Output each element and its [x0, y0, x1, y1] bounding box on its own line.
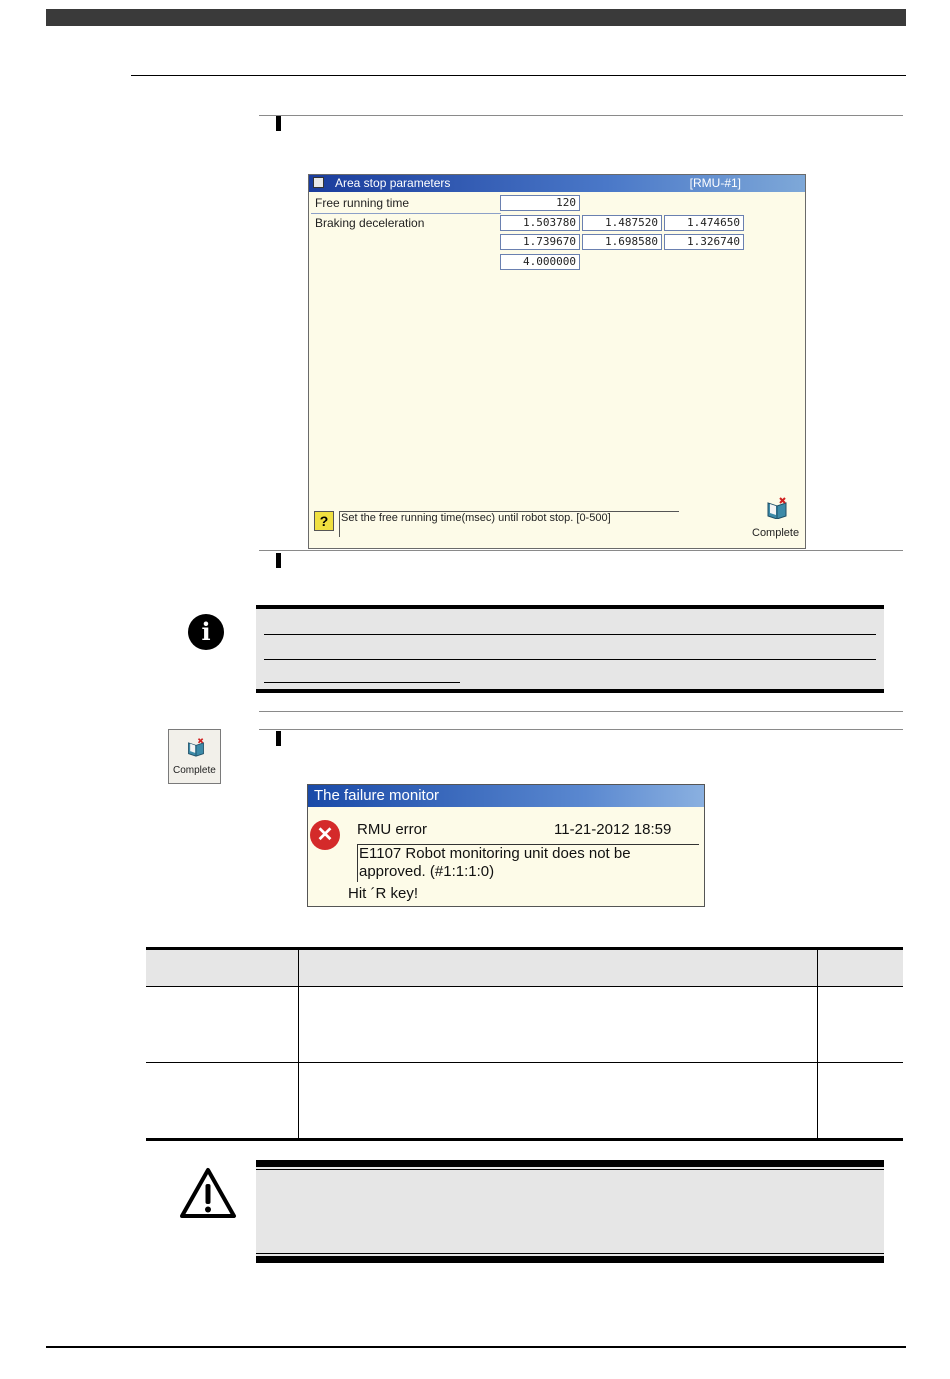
header-rule [131, 75, 906, 76]
row-divider [311, 213, 501, 214]
unit-tag: [RMU-#1] [689, 176, 741, 190]
error-prompt: Hit ´R key! [348, 885, 419, 902]
step-divider [259, 115, 903, 116]
free-running-time-label: Free running time [315, 196, 410, 210]
header-bar [46, 9, 906, 26]
table-header-row [146, 950, 903, 987]
window-app-icon [313, 177, 324, 188]
question-icon[interactable]: ? [314, 511, 334, 531]
braking-value-field[interactable]: 1.474650 [664, 215, 744, 231]
info-note-box [256, 605, 884, 693]
failure-monitor-dialog [307, 784, 705, 907]
braking-value-field[interactable]: 1.503780 [500, 215, 580, 231]
table-column-divider [298, 950, 299, 1138]
dialog-title: The failure monitor [308, 785, 704, 807]
complete-button-label[interactable]: Complete [752, 527, 800, 539]
braking-value-field[interactable]: 1.326740 [664, 234, 744, 250]
table-column-divider [817, 950, 818, 1138]
table-row-divider [146, 1062, 903, 1063]
table-bottom-rule [146, 1138, 903, 1141]
help-box-left [339, 511, 340, 537]
step-marker [276, 116, 281, 131]
step-marker [276, 553, 281, 568]
note-text-line [264, 659, 876, 660]
window-title: Area stop parameters [335, 176, 451, 190]
note-text-line [264, 634, 876, 635]
window-title-bar [309, 175, 805, 192]
area-stop-parameters-window [308, 174, 806, 549]
braking-value-field[interactable]: 1.739670 [500, 234, 580, 250]
data-table [146, 947, 903, 1141]
complete-button-label: Complete [173, 765, 216, 776]
note-text-line [264, 682, 460, 683]
error-timestamp: 11-21-2012 18:59 [554, 821, 672, 838]
error-message-line2: approved. (#1:1:1:0) [359, 863, 495, 880]
braking-deceleration-label: Braking deceleration [315, 216, 425, 230]
complete-button[interactable] [168, 729, 221, 784]
info-icon: i [188, 614, 224, 650]
error-message-line1: E1107 Robot monitoring unit does not be [359, 845, 631, 862]
step-marker [276, 731, 281, 746]
free-running-time-field[interactable]: 120 [500, 195, 580, 211]
warning-note-box [256, 1160, 884, 1263]
footer-rule [46, 1346, 906, 1348]
braking-value-field[interactable]: 1.487520 [582, 215, 662, 231]
step-divider [259, 711, 903, 712]
book-check-icon[interactable] [765, 497, 789, 519]
warning-icon [178, 1164, 238, 1224]
error-x-icon: ✕ [310, 820, 340, 850]
step-divider [259, 729, 903, 730]
error-type: RMU error [357, 821, 427, 838]
braking-value-field[interactable]: 4.000000 [500, 254, 580, 270]
step-divider [259, 550, 903, 551]
help-text: Set the free running time(msec) until robot stop. [0-500] [341, 512, 611, 524]
book-check-icon [186, 737, 206, 757]
braking-value-field[interactable]: 1.698580 [582, 234, 662, 250]
